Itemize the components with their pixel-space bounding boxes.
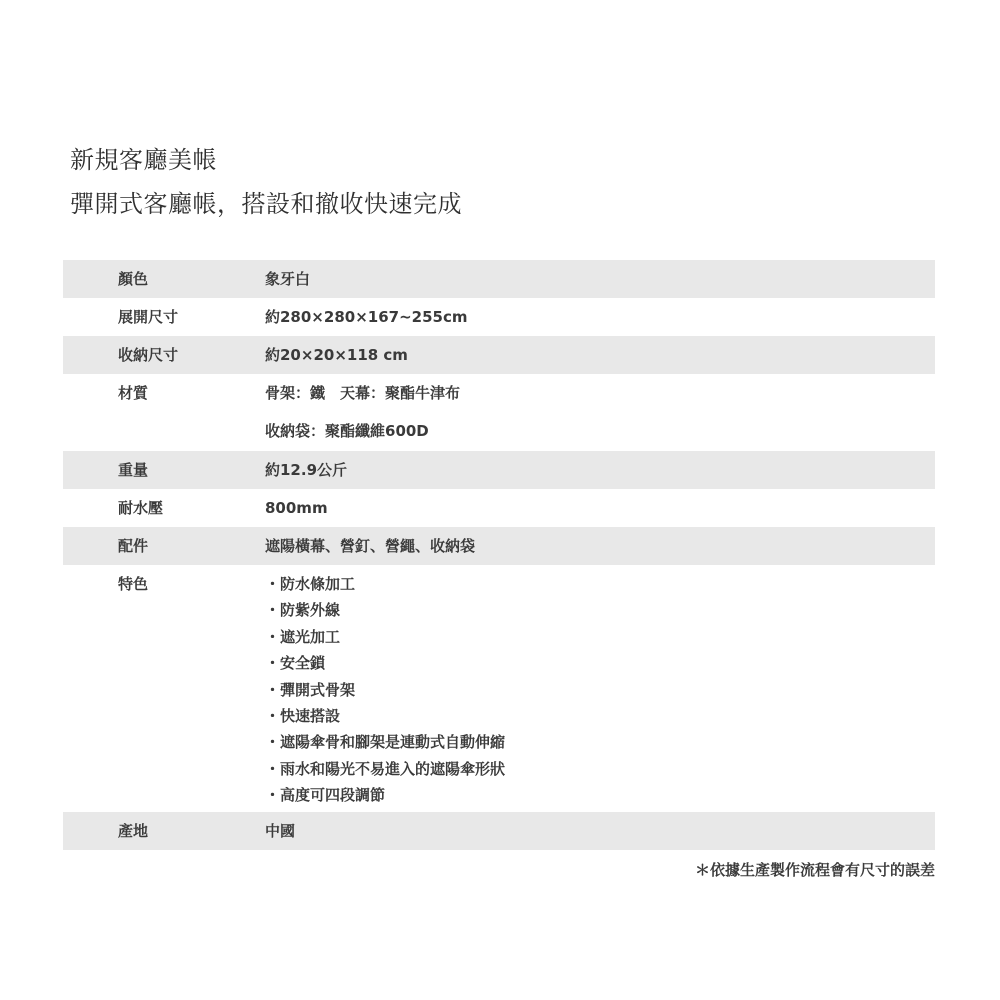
spec-row-color (63, 260, 935, 298)
spec-value (265, 374, 460, 450)
spec-value (265, 260, 310, 298)
spec-value-line: 象牙白 (265, 270, 311, 288)
spec-row-weight (63, 451, 935, 489)
spec-value-line: 收納袋：聚酯纖維600D (265, 422, 429, 440)
product-title: 新規客廳美帳 (70, 146, 217, 174)
spec-value (265, 451, 347, 489)
spec-value-line: 遮陽橫幕、營釘、營繩、收納袋 (265, 537, 476, 555)
feature-item: ・彈開式骨架 (265, 680, 356, 699)
spec-value-line: 中國 (265, 822, 296, 840)
spec-label: 配件 (118, 537, 149, 555)
spec-table (63, 260, 935, 850)
spec-value-line: 約20×20×118 cm (265, 346, 408, 364)
spec-label: 重量 (118, 461, 149, 479)
spec-label: 收納尺寸 (118, 346, 179, 364)
spec-label: 展開尺寸 (118, 308, 179, 326)
spec-label: 耐水壓 (118, 499, 164, 517)
spec-row-packed-size (63, 336, 935, 374)
feature-item: ・快速搭設 (265, 706, 341, 725)
feature-item: ・高度可四段調節 (265, 786, 386, 805)
spec-value-line: 約12.9公斤 (265, 461, 348, 479)
spec-label: 產地 (118, 822, 149, 840)
spec-value (265, 489, 328, 527)
feature-list (265, 571, 505, 809)
feature-item: ・遮陽傘骨和腳架是連動式自動伸縮 (265, 733, 506, 752)
feature-item: ・防紫外線 (265, 601, 341, 620)
spec-row-accessories (63, 527, 935, 565)
product-heading (70, 146, 462, 218)
spec-label: 顏色 (118, 270, 149, 288)
spec-value-line: 約280×280×167~255cm (265, 308, 468, 326)
spec-row-features (63, 565, 935, 812)
spec-value (265, 298, 467, 336)
spec-row-material (63, 374, 935, 451)
spec-value (265, 527, 475, 565)
feature-item: ・遮光加工 (265, 627, 341, 646)
spec-row-open-size (63, 298, 935, 336)
size-disclaimer-note: ＊依據生產製作流程會有尺寸的誤差 (694, 861, 935, 879)
spec-value-line: 骨架：鐵 天幕：聚酯牛津布 (265, 384, 461, 402)
spec-row-origin (63, 812, 935, 850)
product-subtitle: 彈開式客廳帳，搭設和撤收快速完成 (70, 190, 462, 218)
spec-value-line: 800mm (265, 499, 328, 517)
feature-item: ・防水條加工 (265, 575, 356, 593)
spec-row-water-resistance (63, 489, 935, 527)
feature-item: ・安全鎖 (265, 654, 326, 673)
spec-label: 材質 (118, 384, 149, 402)
feature-item: ・雨水和陽光不易進入的遮陽傘形狀 (265, 759, 506, 778)
spec-value (265, 336, 408, 374)
spec-value (265, 812, 295, 850)
spec-label: 特色 (118, 575, 149, 593)
